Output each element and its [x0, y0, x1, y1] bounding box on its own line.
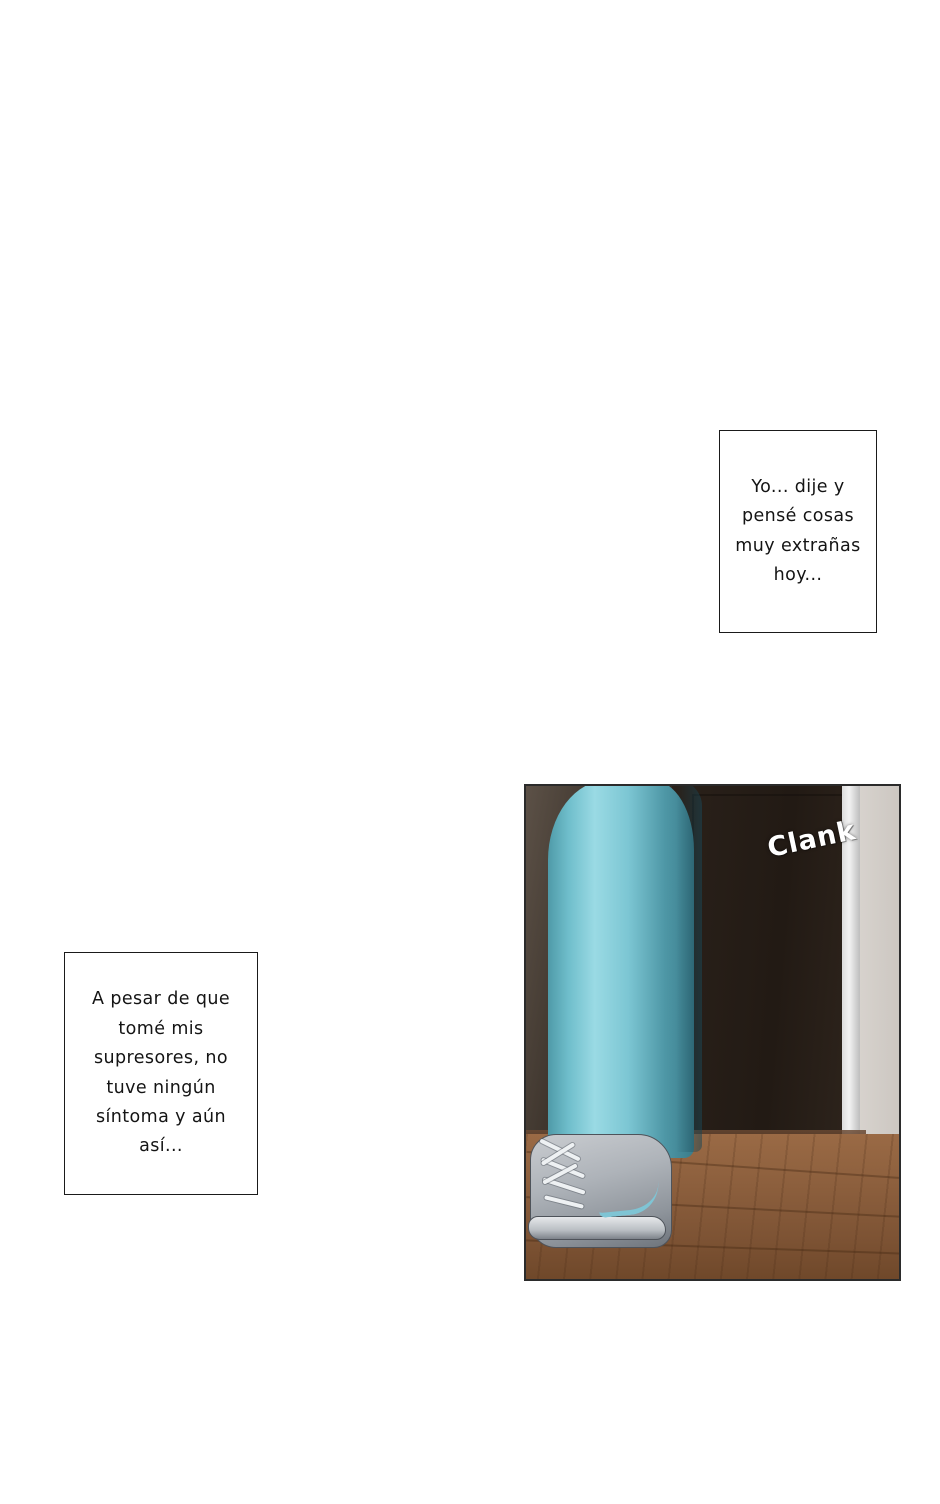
wall-right-upper: [860, 786, 901, 1168]
caption-bottom-text: A pesar de que tomé mis supresores, no tuve ningún síntoma y aún así...: [91, 989, 230, 1157]
caption-box-bottom: [64, 952, 258, 1195]
illustration-panel: [524, 784, 901, 1281]
shoe-laces: [538, 1144, 596, 1214]
shoe-sole: [528, 1216, 666, 1240]
caption-top-text: Yo... dije y pensé cosas muy extrañas hoy...: [735, 476, 861, 585]
shoe-lace: [544, 1195, 584, 1209]
leg-shading: [676, 784, 702, 1152]
panel-artwork: [526, 786, 899, 1279]
character-leg: [548, 784, 694, 1158]
caption-box-top: [719, 430, 877, 633]
sound-effect-text: Clank: [764, 815, 859, 864]
